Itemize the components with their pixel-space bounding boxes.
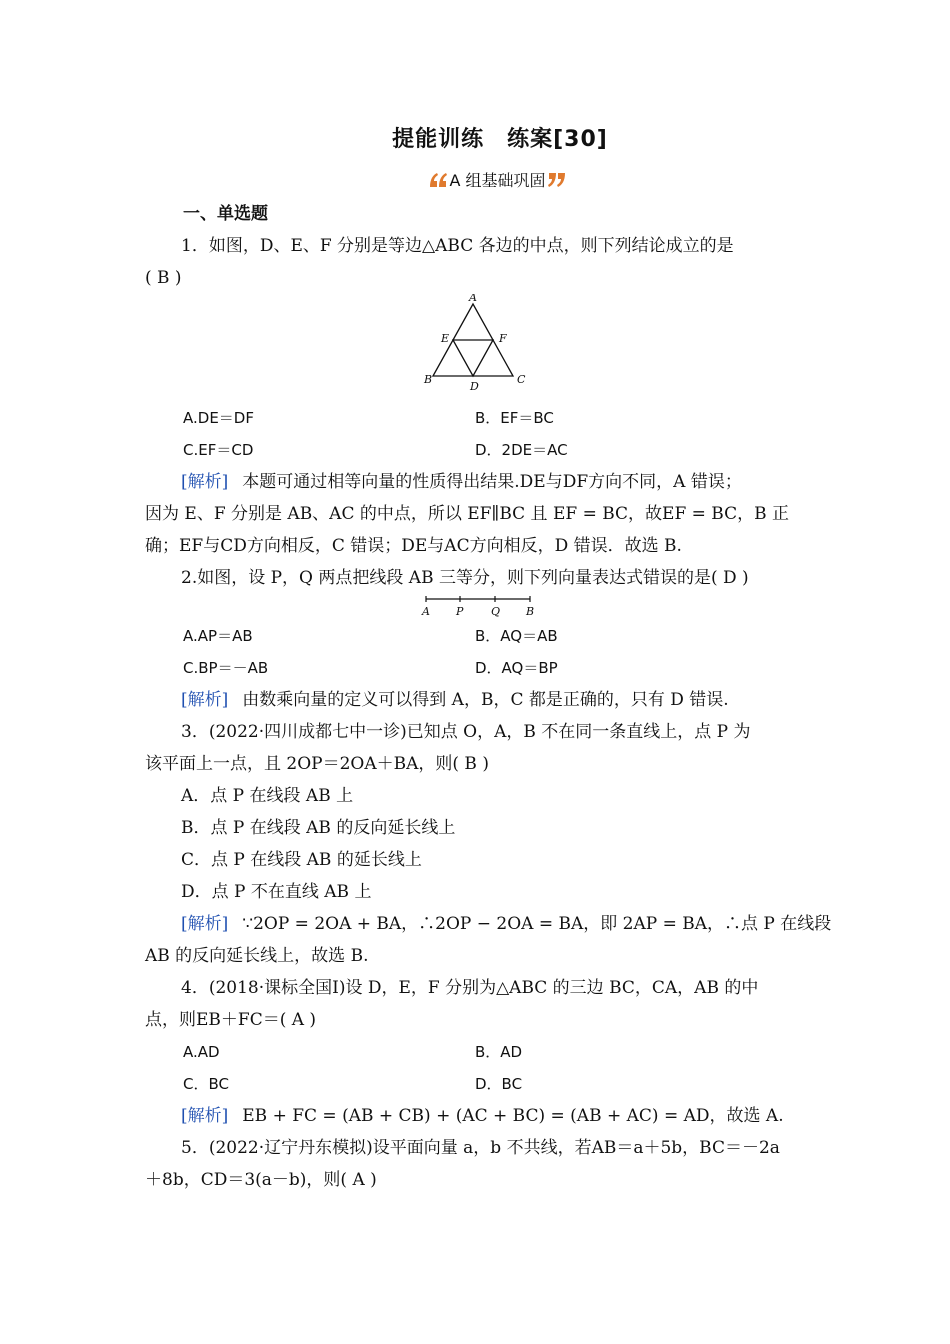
q5-stem-line-1: 5．(2022·辽宁丹东模拟)设平面向量 a，b 不共线，若AB＝a＋5b，BC＝－2a	[181, 1138, 780, 1158]
q1-figure	[145, 294, 810, 402]
q2-option-d: D．AQ＝BP	[475, 659, 558, 677]
q3-stem-line-1: 3．(2022·四川成都七中一诊)已知点 O，A，B 不在同一条直线上，点 P 为	[181, 722, 751, 742]
q1-option-b: B．EF＝BC	[475, 409, 554, 427]
q2-option-a: A.AP＝AB	[183, 627, 253, 645]
label-a: A	[468, 294, 477, 304]
label-e: E	[440, 332, 449, 345]
analysis-tag: [解析]	[181, 1106, 229, 1126]
q1-analysis-line-1	[145, 466, 810, 498]
q1-options-row-2	[145, 434, 810, 466]
q2-figure	[145, 594, 810, 620]
analysis-tag: [解析]	[181, 914, 229, 934]
label-f: F	[498, 332, 507, 345]
q5-stem-line-2: ＋8b，CD＝3(a－b)，则( A )	[145, 1170, 377, 1190]
q3-stem-line-2: 该平面上一点，且 2OP＝2OA＋BA，则( B )	[145, 754, 489, 774]
q1-answer: ( B )	[145, 268, 182, 288]
group-heading	[0, 168, 950, 191]
q1-option-c: C.EF＝CD	[183, 441, 254, 459]
section-heading: 一、单选题	[183, 204, 268, 224]
q3-option-c: C．点 P 在线段 AB 的延长线上	[181, 850, 422, 870]
close-quote-icon	[546, 169, 568, 191]
q1-stem: 1．如图，D、E、F 分别是等边△ABC 各边的中点，则下列结论成立的是	[181, 236, 734, 256]
q1-options-row-1	[145, 402, 810, 434]
group-label: A 组基础巩固	[449, 171, 546, 190]
page-title: 提能训练 练案[30]	[392, 127, 608, 152]
q4-option-c: C．BC	[183, 1075, 229, 1093]
q4-analysis	[145, 1100, 810, 1132]
q4-options-row-1	[145, 1036, 810, 1068]
q1-option-d: D．2DE＝AC	[475, 441, 568, 459]
q2-analysis-text: 由数乘向量的定义可以得到 A，B，C 都是正确的，只有 D 错误.	[242, 690, 729, 710]
q2-option-b: B．AQ＝AB	[475, 627, 558, 645]
label-seg-p: P	[455, 605, 463, 618]
q4-stem-line-2: 点，则EB＋FC＝( A )	[145, 1010, 317, 1030]
q4-stem-line-1: 4．(2018·课标全国Ⅰ)设 D，E，F 分别为△ABC 的三边 BC，CA，AB 的中	[181, 978, 759, 998]
label-seg-b: B	[525, 605, 534, 618]
label-d: D	[469, 380, 479, 393]
q3-analysis-line-1	[145, 908, 832, 940]
q1-analysis-text-1: 本题可通过相等向量的性质得出结果.DE与DF方向不同，A 错误；	[242, 472, 742, 492]
q3-option-a: A．点 P 在线段 AB 上	[181, 786, 354, 806]
q4-analysis-text: EB + FC = (AB + CB) + (AC + BC) = (AB + AC) = AD，故选 A.	[242, 1106, 784, 1126]
q1-analysis-line-2: 因为 E、F 分别是 AB、AC 的中点，所以 EF∥BC 且 EF = BC，故EF = BC，B 正	[145, 504, 789, 524]
open-quote-icon	[427, 169, 449, 191]
label-seg-q: Q	[490, 605, 500, 618]
label-c: C	[516, 373, 525, 386]
q2-stem: 2.如图，设 P，Q 两点把线段 AB 三等分，则下列向量表达式错误的是( D )	[181, 568, 749, 588]
label-b: B	[423, 373, 432, 386]
triangle-diagram	[418, 294, 538, 398]
label-seg-a: A	[421, 605, 430, 618]
q4-option-d: D．BC	[475, 1075, 523, 1093]
analysis-tag: [解析]	[181, 690, 229, 710]
segment-diagram	[418, 594, 538, 620]
question-list	[145, 198, 832, 1196]
q2-options-row-1	[145, 620, 810, 652]
q4-options-row-2	[145, 1068, 810, 1100]
q4-option-b: B．AD	[475, 1043, 523, 1061]
q3-analysis-line-2: AB 的反向延长线上，故选 B.	[145, 946, 369, 966]
q3-analysis-text-1: ∵2OP = 2OA + BA，∴2OP − 2OA = BA，即 2AP = BA，∴点 P 在线段	[242, 914, 832, 934]
q3-option-b: B．点 P 在线段 AB 的反向延长线上	[181, 818, 456, 838]
q1-option-a: A.DE＝DF	[183, 409, 254, 427]
q2-option-c: C.BP＝－AB	[183, 659, 269, 677]
analysis-tag: [解析]	[181, 472, 229, 492]
q2-options-row-2	[145, 652, 810, 684]
q1-analysis-line-3: 确；EF与CD方向相反，C 错误；DE与AC方向相反，D 错误．故选 B.	[145, 536, 682, 556]
q4-option-a: A.AD	[183, 1043, 220, 1061]
q3-option-d: D．点 P 不在直线 AB 上	[181, 882, 372, 902]
q2-analysis	[145, 684, 810, 716]
